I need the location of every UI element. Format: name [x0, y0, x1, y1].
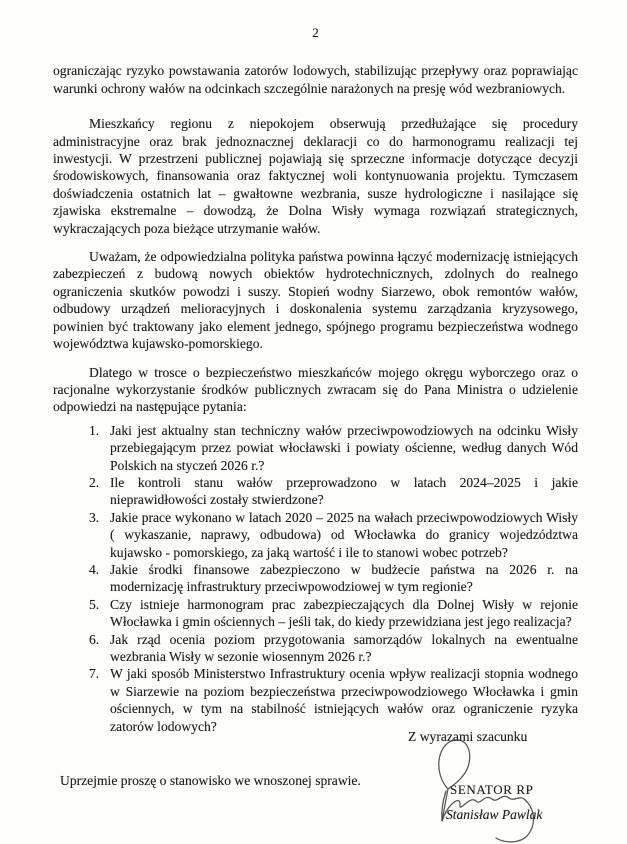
question-text: Jak rząd ocenia poziom przygotowania samorządów lokalnych na ewentualne wezbrania Wisły w sezonie wiosennym 2026 r.? [110, 631, 578, 664]
question-item-7 [89, 665, 578, 735]
question-number: 2. [89, 474, 100, 490]
paragraph-questions-intro: Dlatego w trosce o bezpieczeństwo mieszkańców mojego okręgu wyborczego oraz o racjonalne wykorzystanie środków publicznych zwracam się do Pana Ministra o udzielenie odpowiedzi na następujące pytania: [53, 364, 578, 415]
question-text: W jaki sposób Ministerstwo Infrastruktury ocenia wpływ realizacji stopnia wodnego w Siarzewie na poziom bezpieczeństwa przeciwpowodziowego Włocławka i gmin ościennych, w tym na stabilność istniejących wałów oraz ograniczenie ryzyka zatorów lodowych? [110, 666, 578, 734]
question-text: Czy istnieje harmonogram prac zabezpieczających dla Dolnej Wisły w rejonie Włocławka i gmin ościennych – jeśli tak, do kiedy przewidziana jest jego realizacja? [110, 596, 578, 630]
question-item-4 [89, 561, 578, 596]
questions-list [89, 422, 578, 735]
question-number: 4. [89, 561, 100, 577]
question-number: 6. [89, 631, 100, 647]
signer-title: SENATOR RP [450, 782, 534, 797]
question-item-6 [89, 631, 578, 666]
question-number: 7. [89, 666, 100, 682]
question-number: 3. [89, 509, 100, 525]
paragraph-continuation: ograniczając ryzyko powstawania zatorów lodowych, stabilizując przepływy oraz poprawiając warunki ochrony wałów na odcinkach szczególnie narażonych na presję wód wezbraniowych. [53, 63, 578, 96]
question-text: Jakie środki finansowe zabezpieczono w budżecie państwa na 2026 r. na modernizację infrastruktury przeciwpowodziowej w tym regionie? [110, 561, 578, 595]
question-text: Jaki jest aktualny stan techniczny wałów przeciwpowodziowych na odcinku Wisły przebiegającym przez powiat włocławski i powiaty ościenne, według danych Wód Polskich na styczeń 2026 r.? [110, 422, 578, 473]
question-item-3 [89, 509, 578, 561]
signer-name: Stanisław Pawlak [446, 807, 543, 822]
question-number: 1. [89, 422, 100, 438]
paragraph-residents-concern: Mieszkańcy regionu z niepokojem obserwują przedłużające się procedury administracyjne oraz brak jednoznacznej deklaracji co do harmonogramu realizacji tej inwestycji. W przestrzeni publicznej pojawiają się sprzeczne informacje dotyczące decyzji środowiskowych, finansowania oraz faktycznej woli kontynuowania projektu. Tymczasem doświadczenia ostatnich lat – gwałtowne wezbrania, susze hydrologiczne i nasilające się zjawiska ekstremalne – dowodzą, że Dolna Wisły wymaga rozwiązań strategicznych, wykraczających poza bieżące utrzymanie wałów. [53, 116, 578, 236]
question-text: Jakie prace wykonano w latach 2020 – 2025 na wałach przeciwpowodziowych Wisły ( wykaszanie, naprawy, odbudowa) od Włocławka do granicy wojedzództwa kujawsko - pomorskiego, za jaką wartość i ile to stanowi wobec potrzeb? [110, 509, 578, 560]
question-item-1 [89, 422, 578, 474]
closing-request: Uprzejmie proszę o stanowisko we wnoszonej sprawie. [60, 773, 361, 789]
salutation: Z wyrazami szacunku [408, 729, 528, 744]
question-number: 5. [89, 596, 100, 612]
page-number: 2 [312, 25, 319, 40]
paragraph-state-policy: Uważam, że odpowiedzialna polityka państwa powinna łączyć modernizację istniejących zabezpieczeń z budową nowych obiektów hydrotechnicznych, zdolnych do realnego ograniczenia skutków powodzi i suszy. Stopień wodny Siarzewo, obok remontów wałów, odbudowy urządzeń melioracyjnych i doskonalenia systemu zarządzania kryzysowego, powinien być traktowany jako element jednego, spójnego programu bezpieczeństwa wodnego województwa kujawsko-pomorskiego. [53, 249, 578, 352]
question-text: Ile kontroli stanu wałów przeprowadzono w latach 2024–2025 i jakie nieprawidłowości zostały stwierdzone? [110, 474, 578, 508]
question-item-2 [89, 474, 578, 509]
question-item-5 [89, 596, 578, 631]
